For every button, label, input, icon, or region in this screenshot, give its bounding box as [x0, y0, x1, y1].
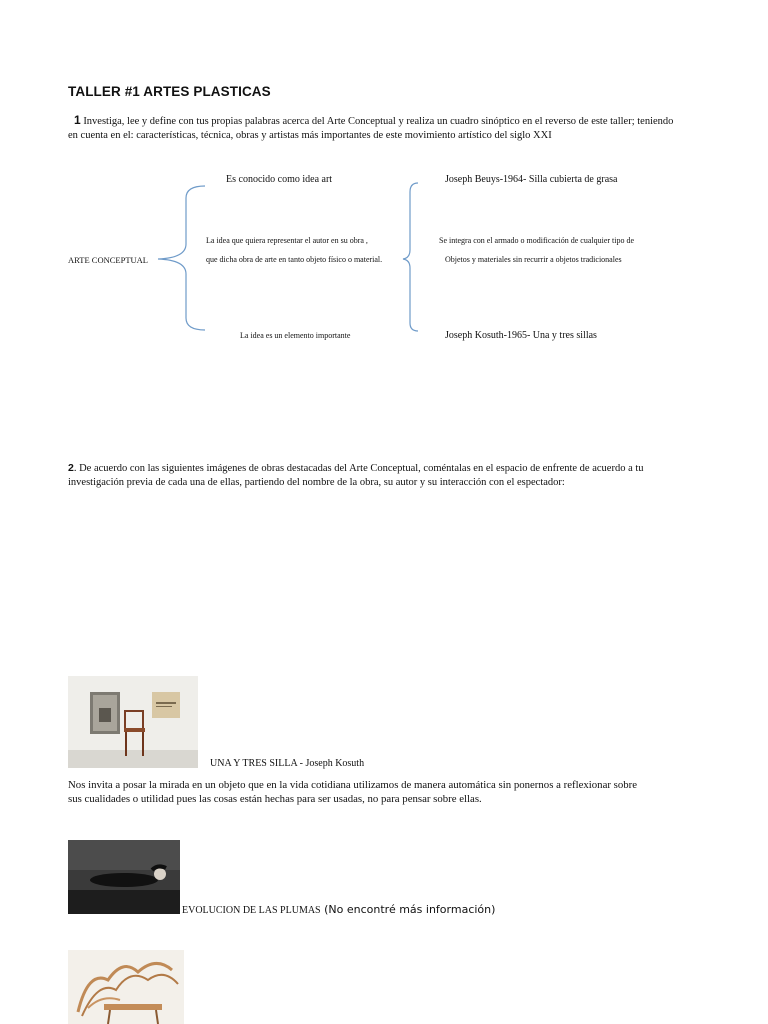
right-bottom-text: Joseph Kosuth-1965- Una y tres sillas — [445, 330, 597, 341]
work-1-image — [68, 676, 198, 768]
work-1-comment-line-1: Nos invita a posar la mirada en un objeto que en la vida cotidiana utilizamos de manera automática sin ponernos a reflexionar sobre — [68, 779, 638, 791]
document-title: TALLER #1 ARTES PLASTICAS — [68, 84, 271, 99]
question-1-number: 1 — [74, 113, 81, 127]
right-middle-line-2: Objetos y materiales sin recurrir a objetos tradicionales — [445, 255, 622, 264]
left-brace — [158, 186, 205, 330]
question-2-line-2: investigación previa de cada una de ellas, partiendo del nombre de la obra, su autor y su interacción con el espectador: — [68, 477, 565, 488]
question-2-line-1: . De acuerdo con las siguientes imágenes de obras destacadas del Arte Conceptual, coméntalas en el espacio de enfrente de acuerdo a tu — [73, 463, 644, 474]
right-middle-line-1: Se integra con el armado o modificación de cualquier tipo de — [439, 236, 635, 245]
work-2-image — [68, 840, 180, 914]
synoptic-braces — [0, 0, 768, 400]
work-1-comment-line-2: sus cualidades o utilidad pues las cosas están hechas para ser usadas, no para pensar sobre ellas. — [68, 793, 482, 805]
work-3-image — [68, 950, 184, 1024]
question-1-line-2: en cuenta en el: características, técnica, obras y artistas más importantes de este movimiento artístico del siglo XXI — [68, 130, 552, 141]
work-2-caption-main: EVOLUCION DE LAS PLUMAS — [182, 905, 321, 916]
synoptic-root: ARTE CONCEPTUAL — [68, 255, 149, 265]
lying-figure-artwork-icon — [68, 840, 180, 914]
left-bottom-text: La idea es un elemento importante — [240, 331, 351, 340]
work-1-caption: UNA Y TRES SILLA - Joseph Kosuth — [210, 758, 365, 769]
left-top-text: Es conocido como idea art — [226, 174, 333, 185]
left-middle-line-2: que dicha obra de arte en tanto objeto físico o material. — [206, 255, 383, 264]
bench-artwork-icon — [68, 950, 184, 1024]
chair-artwork-icon — [68, 676, 198, 768]
work-2-caption-note: (No encontré más información) — [320, 903, 496, 916]
left-middle-line-1: La idea que quiera representar el autor en su obra , — [206, 236, 368, 245]
question-2 — [68, 462, 644, 476]
question-1-line-1: Investiga, lee y define con tus propias palabras acerca del Arte Conceptual y realiza un cuadro sinóptico en el reverso de este taller; teniendo — [80, 116, 674, 127]
question-2-number: 2 — [68, 462, 74, 474]
work-2-caption — [182, 903, 495, 916]
right-brace — [403, 183, 418, 331]
right-top-text: Joseph Beuys-1964- Silla cubierta de grasa — [445, 174, 618, 185]
